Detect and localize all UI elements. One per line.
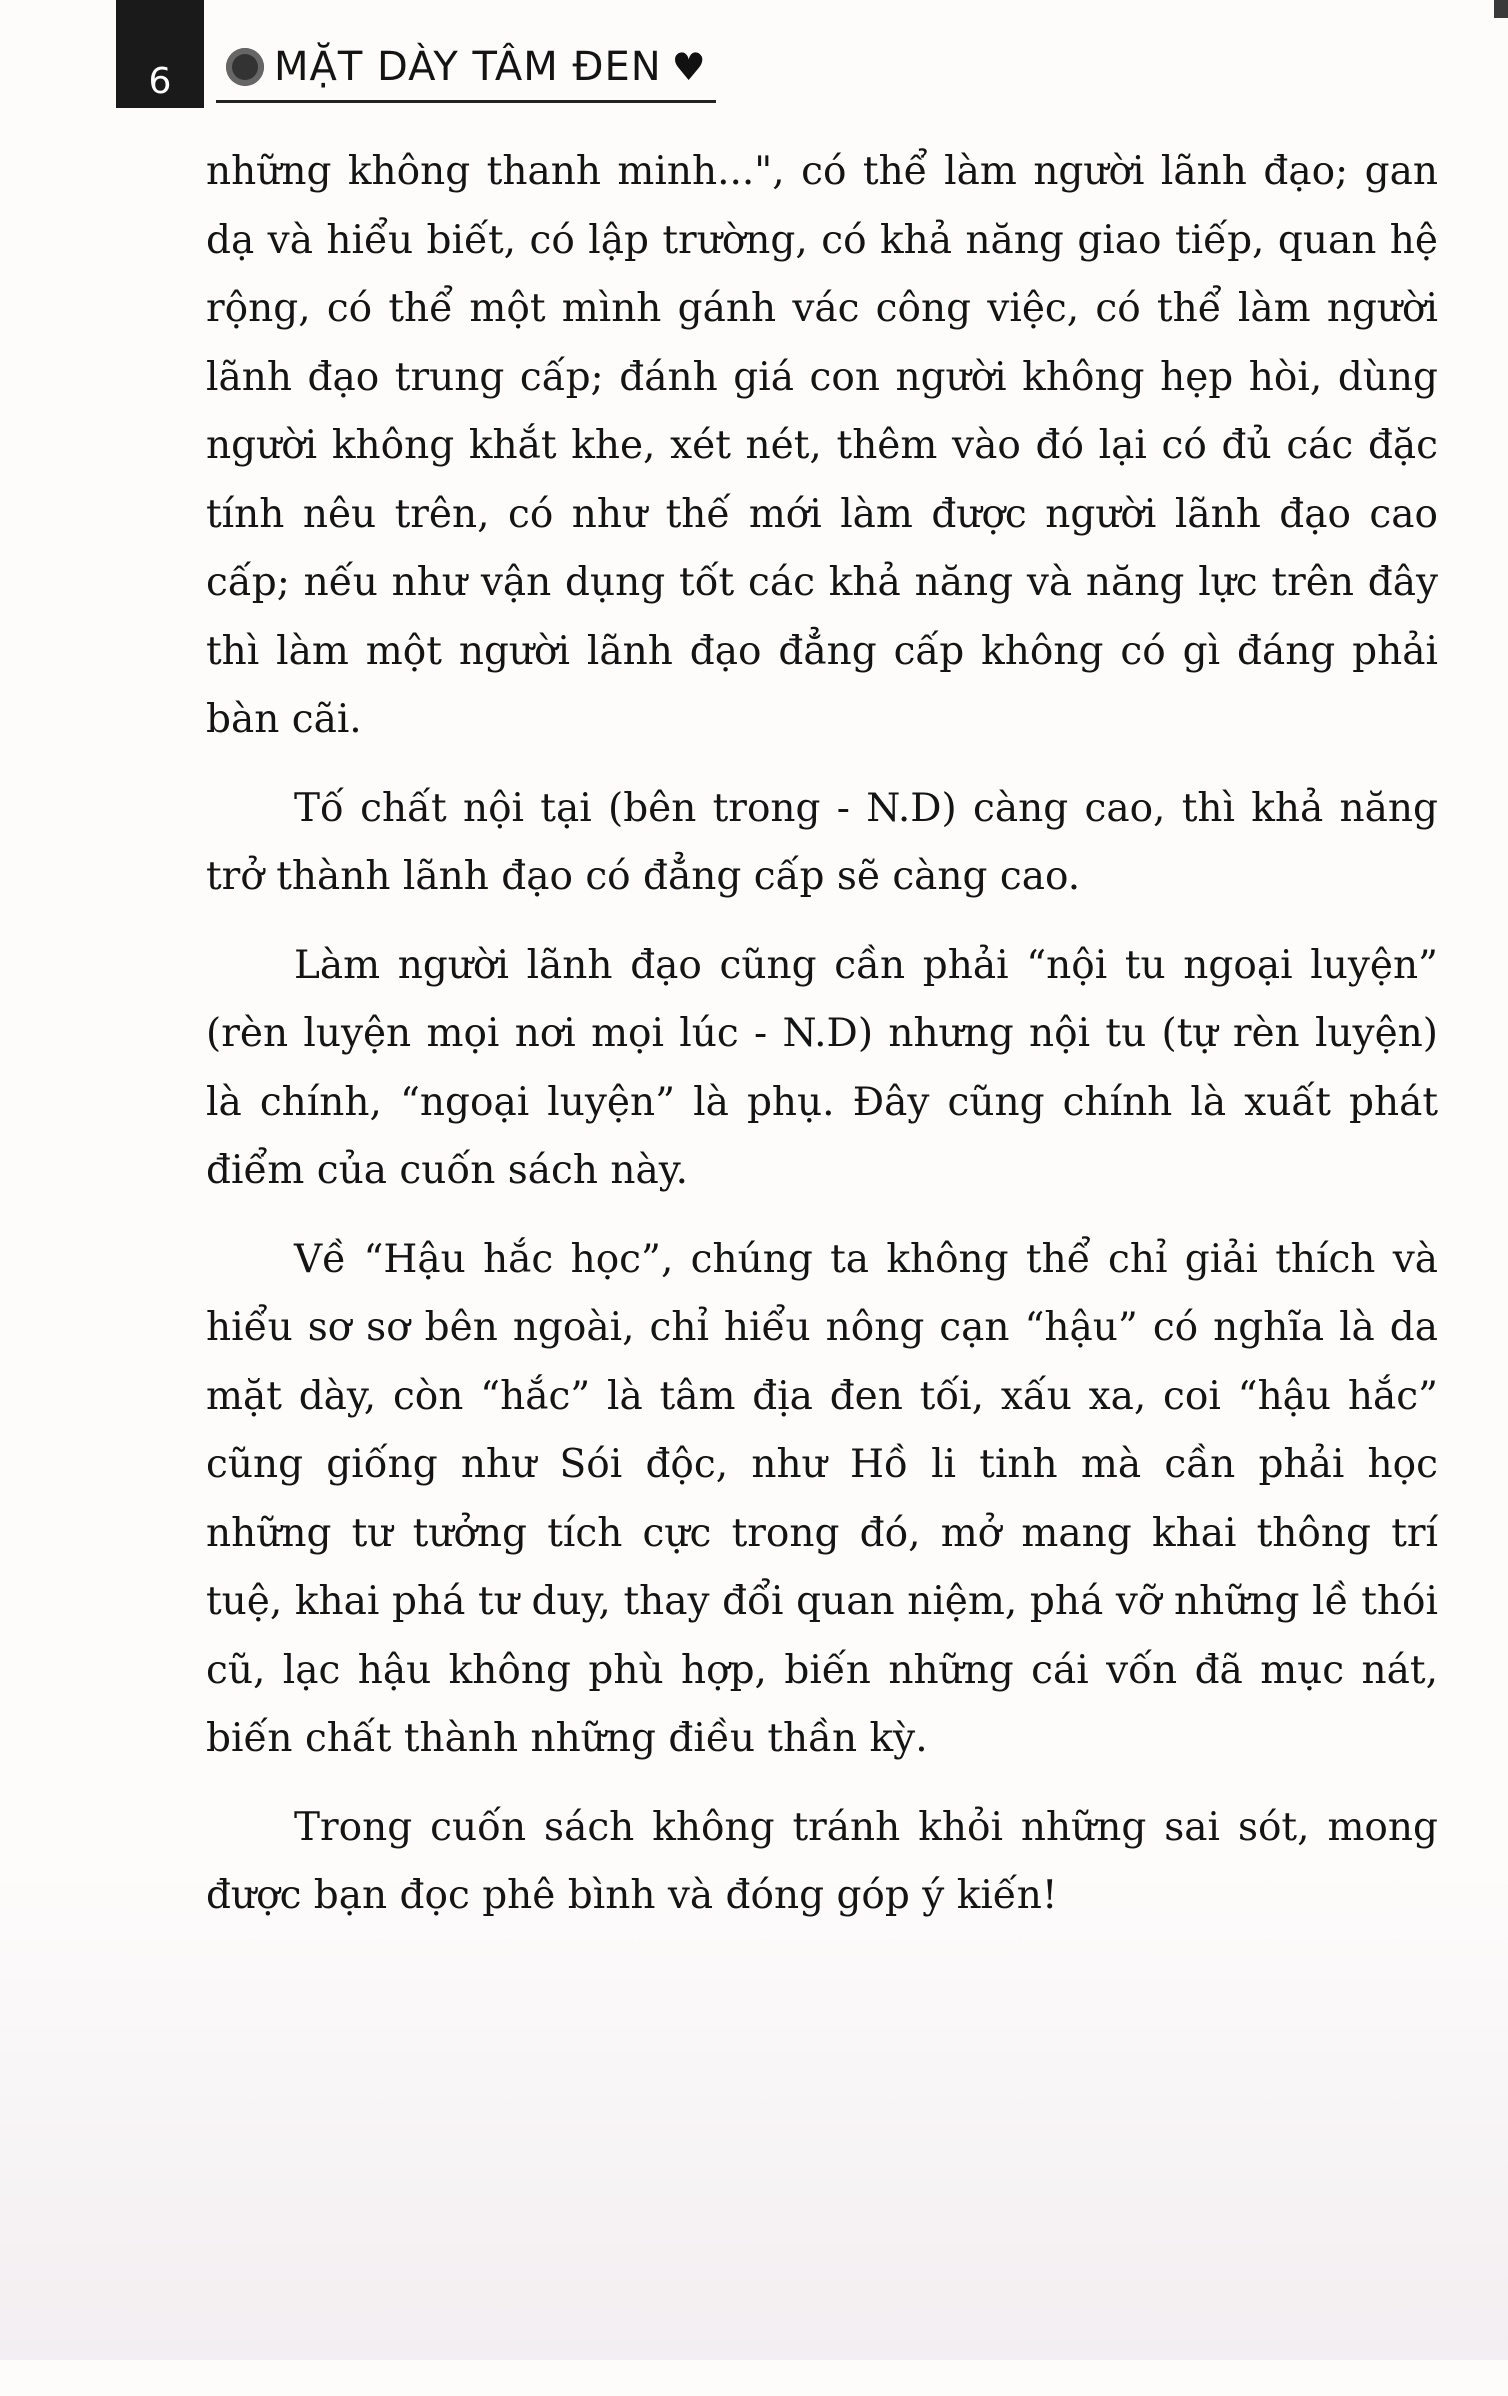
- heart-icon: ♥: [671, 45, 707, 89]
- paragraph: Về “Hậu hắc học”, chúng ta không thể chỉ giải thích và hiểu sơ sơ bên ngoài, chỉ hiểu nông cạn “hậu” có nghĩa là da mặt dày, còn “hắc” là tâm địa đen tối, xấu xa, coi “hậu hắc” cũng giống như Sói độc, như Hồ li tinh mà cần phải học những tư tưởng tích cực trong đó, mở mang khai thông trí tuệ, khai phá tư duy, thay đổi quan niệm, phá vỡ những lề thói cũ, lạc hậu không phù hợp, biến những cái vốn đã mục nát, biến chất thành những điều thần kỳ.: [206, 1236, 1438, 1761]
- header-rule: [216, 100, 716, 103]
- paragraph: Làm người lãnh đạo cũng cần phải “nội tu ngoại luyện” (rèn luyện mọi nơi mọi lúc - N.D) nhưng nội tu (tự rèn luyện) là chính, “ngoại luyện” là phụ. Đây cũng chính là xuất phát điểm của cuốn sách này.: [206, 942, 1438, 1193]
- paragraph-continuation: những không thanh minh...", có thể làm người lãnh đạo; gan dạ và hiểu biết, có lập trường, có khả năng giao tiếp, quan hệ rộng, có thể một mình gánh vác công việc, có thể làm người lãnh đạo trung cấp; đánh giá con người không hẹp hòi, dùng người không khắt khe, xét nét, thêm vào đó lại có đủ các đặc tính nêu trên, có như thế mới làm được người lãnh đạo cao cấp; nếu như vận dụng tốt các khả năng và năng lực trên đây thì làm một người lãnh đạo đẳng cấp không có gì đáng phải bàn cãi.: [206, 149, 1438, 742]
- emblem-icon: [226, 48, 264, 86]
- running-header: [116, 0, 716, 108]
- body-text: [206, 138, 1438, 1951]
- book-title: MẶT DÀY TÂM ĐEN: [274, 44, 662, 90]
- paragraph: Tố chất nội tại (bên trong - N.D) càng cao, thì khả năng trở thành lãnh đạo có đẳng cấp sẽ càng cao.: [206, 785, 1438, 899]
- page-edge-mark: [1494, 0, 1508, 18]
- header-title-group: [226, 44, 707, 90]
- paragraph: Trong cuốn sách không tránh khỏi những sai sót, mong được bạn đọc phê bình và đóng góp ý kiến!: [206, 1804, 1438, 1918]
- page-number: 6: [116, 0, 204, 108]
